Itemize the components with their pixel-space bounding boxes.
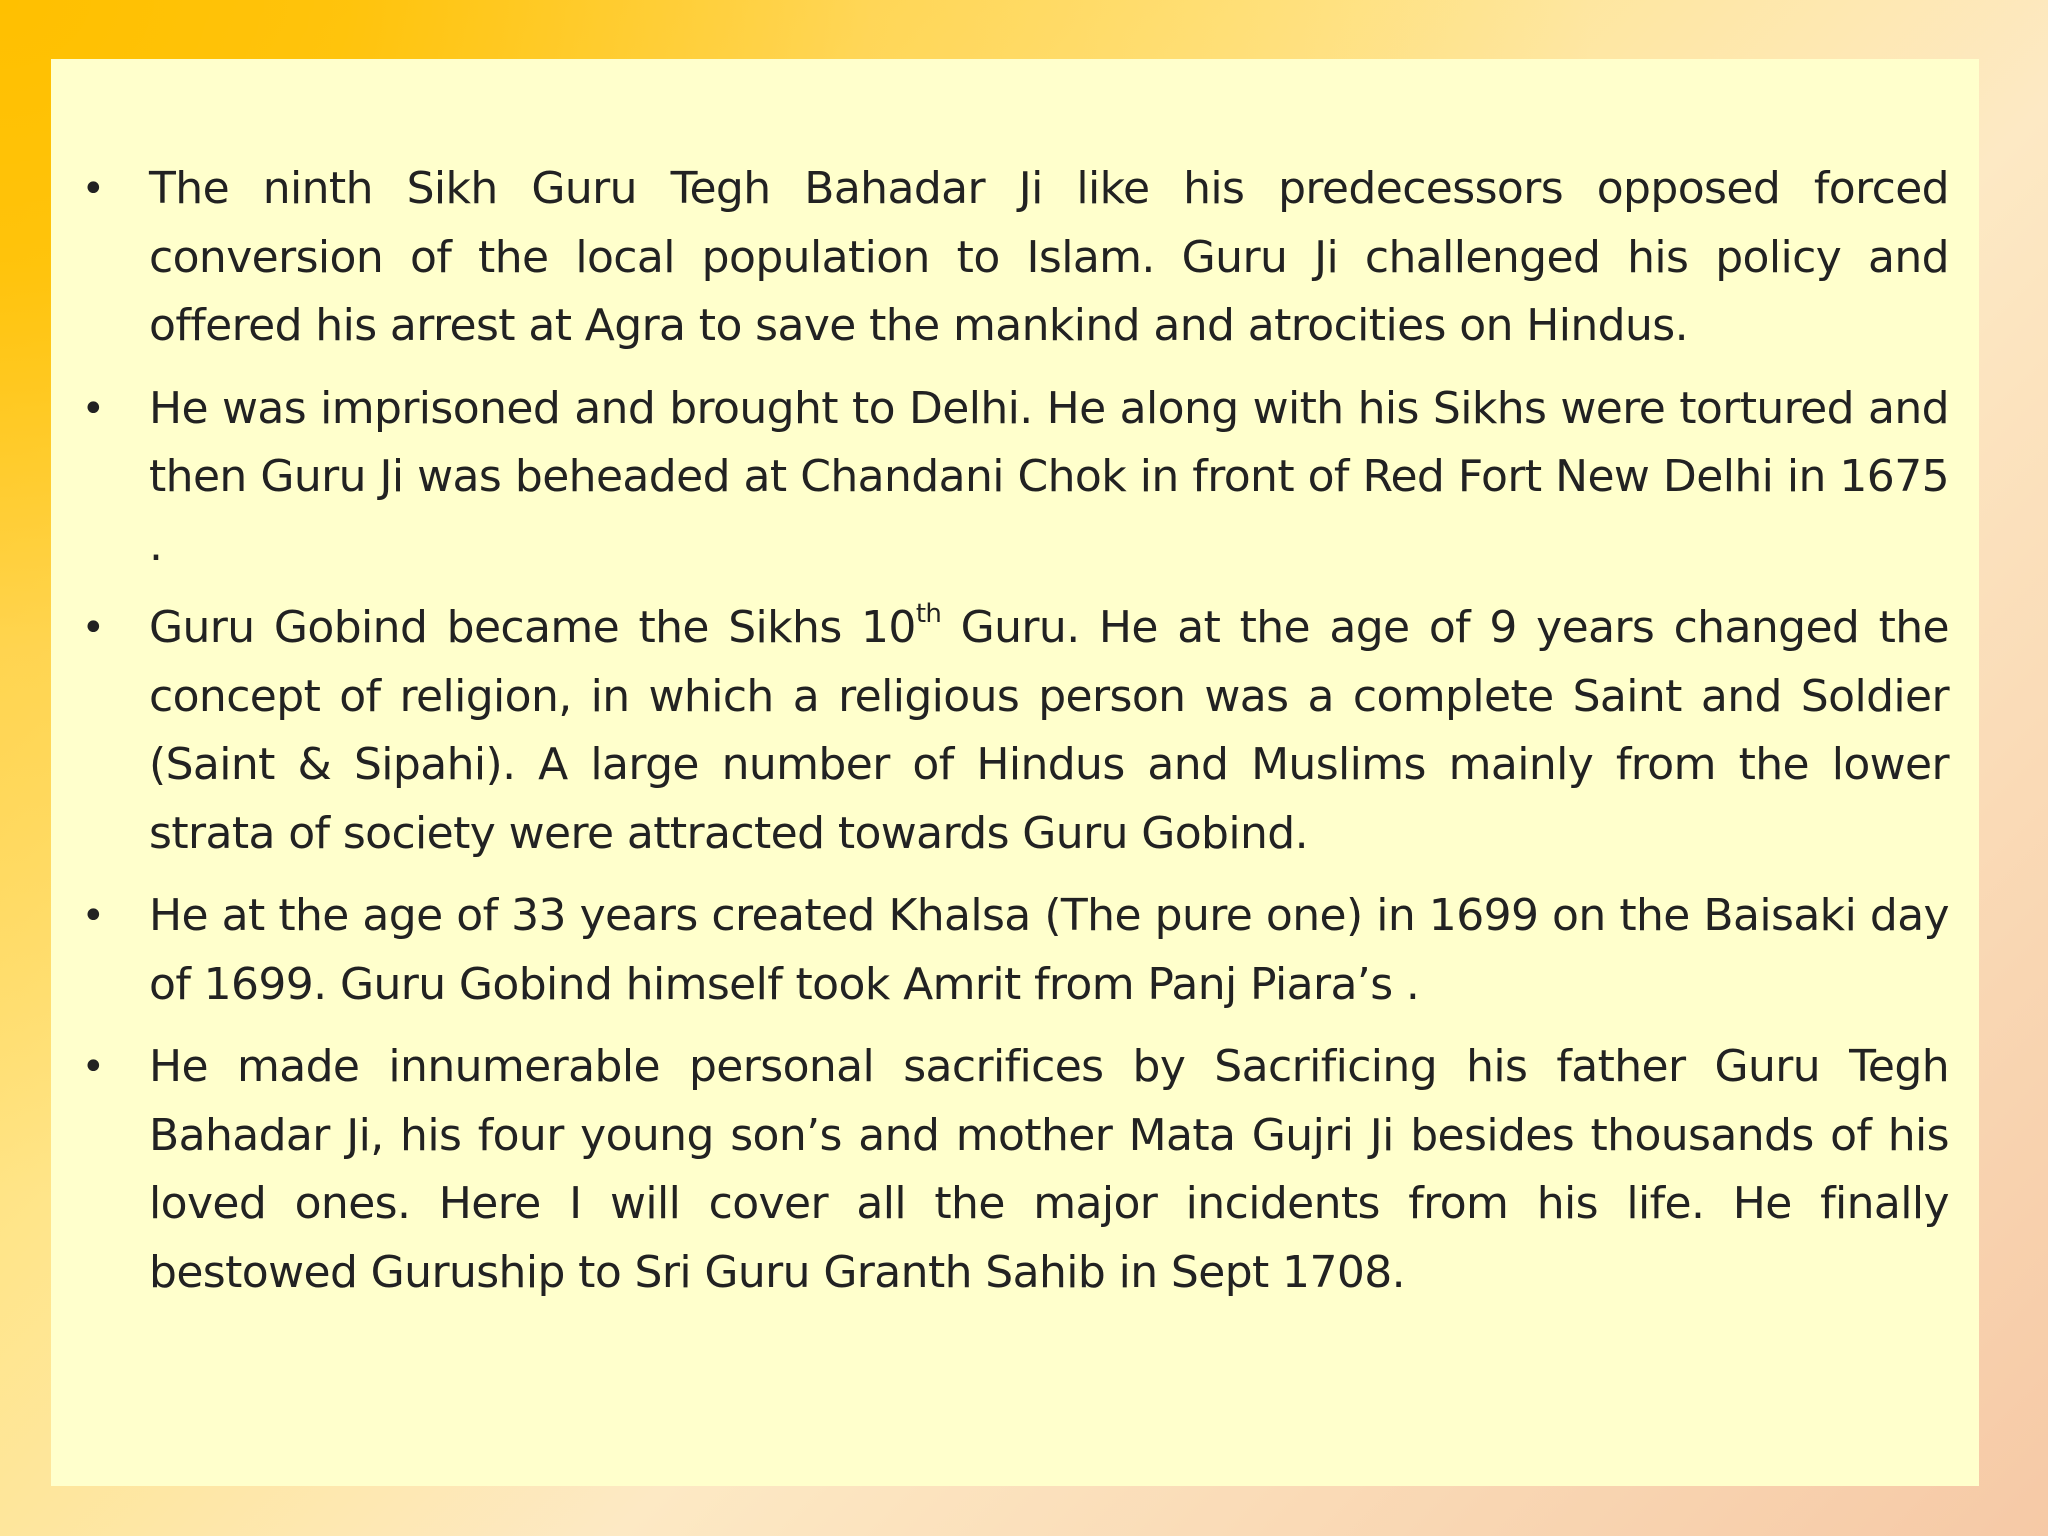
bullet-marker: • [81,893,105,939]
ordinal-superscript: th [915,599,942,630]
bullet-marker: • [81,166,105,212]
bullet-text [149,594,1949,868]
bullet-list [51,155,1979,1321]
bullet-item [51,155,1979,361]
bullet-marker: • [81,605,105,651]
bullet-marker: • [81,385,105,432]
content-panel [51,59,1979,1486]
bullet-text: He was imprisoned and brought to Delhi. He along with his Sikhs were tortured and then Guru Ji was beheaded at Chandani Chok in front of Red Fort New Delhi in 1675 . [149,382,1949,571]
bullet-text: He made innumerable personal sacrifices by Sacrificing his father Guru Tegh Bahadar Ji, his four young son’s and mother Mata Gujri Ji besides thousands of his loved ones. Here I will cover all the major incidents from his life. He finally bestowed Guruship to Sri Guru Granth Sahib in Sept 1708. [149,1041,1949,1298]
bullet-text-end: Guru. He at the age of 9 years changed the concept of religion, in which a religious person was a complete Saint and Soldier (Saint & Sipahi). A large number of Hindus and Muslims mainly from the lower strata of society were attracted towards Guru Gobind. [149,602,1949,859]
bullet-item [51,375,1979,581]
bullet-item [51,594,1979,868]
bullet-item [51,1033,1979,1307]
bullet-text-start: Guru Gobind became the Sikhs 10 [149,602,916,653]
bullet-text: The ninth Sikh Guru Tegh Bahadar Ji like his predecessors opposed forced conversion of the local population to Islam. Guru Ji challenged his policy and offered his arrest at Agra to save the mankind and atrocities on Hindus. [149,163,1949,351]
bullet-text: He at the age of 33 years created Khalsa (The pure one) in 1699 on the Baisaki day of 1699. Guru Gobind himself took Amrit from Panj Piara’s . [149,890,1949,1010]
bullet-marker: • [81,1044,105,1090]
bullet-item [51,882,1979,1019]
